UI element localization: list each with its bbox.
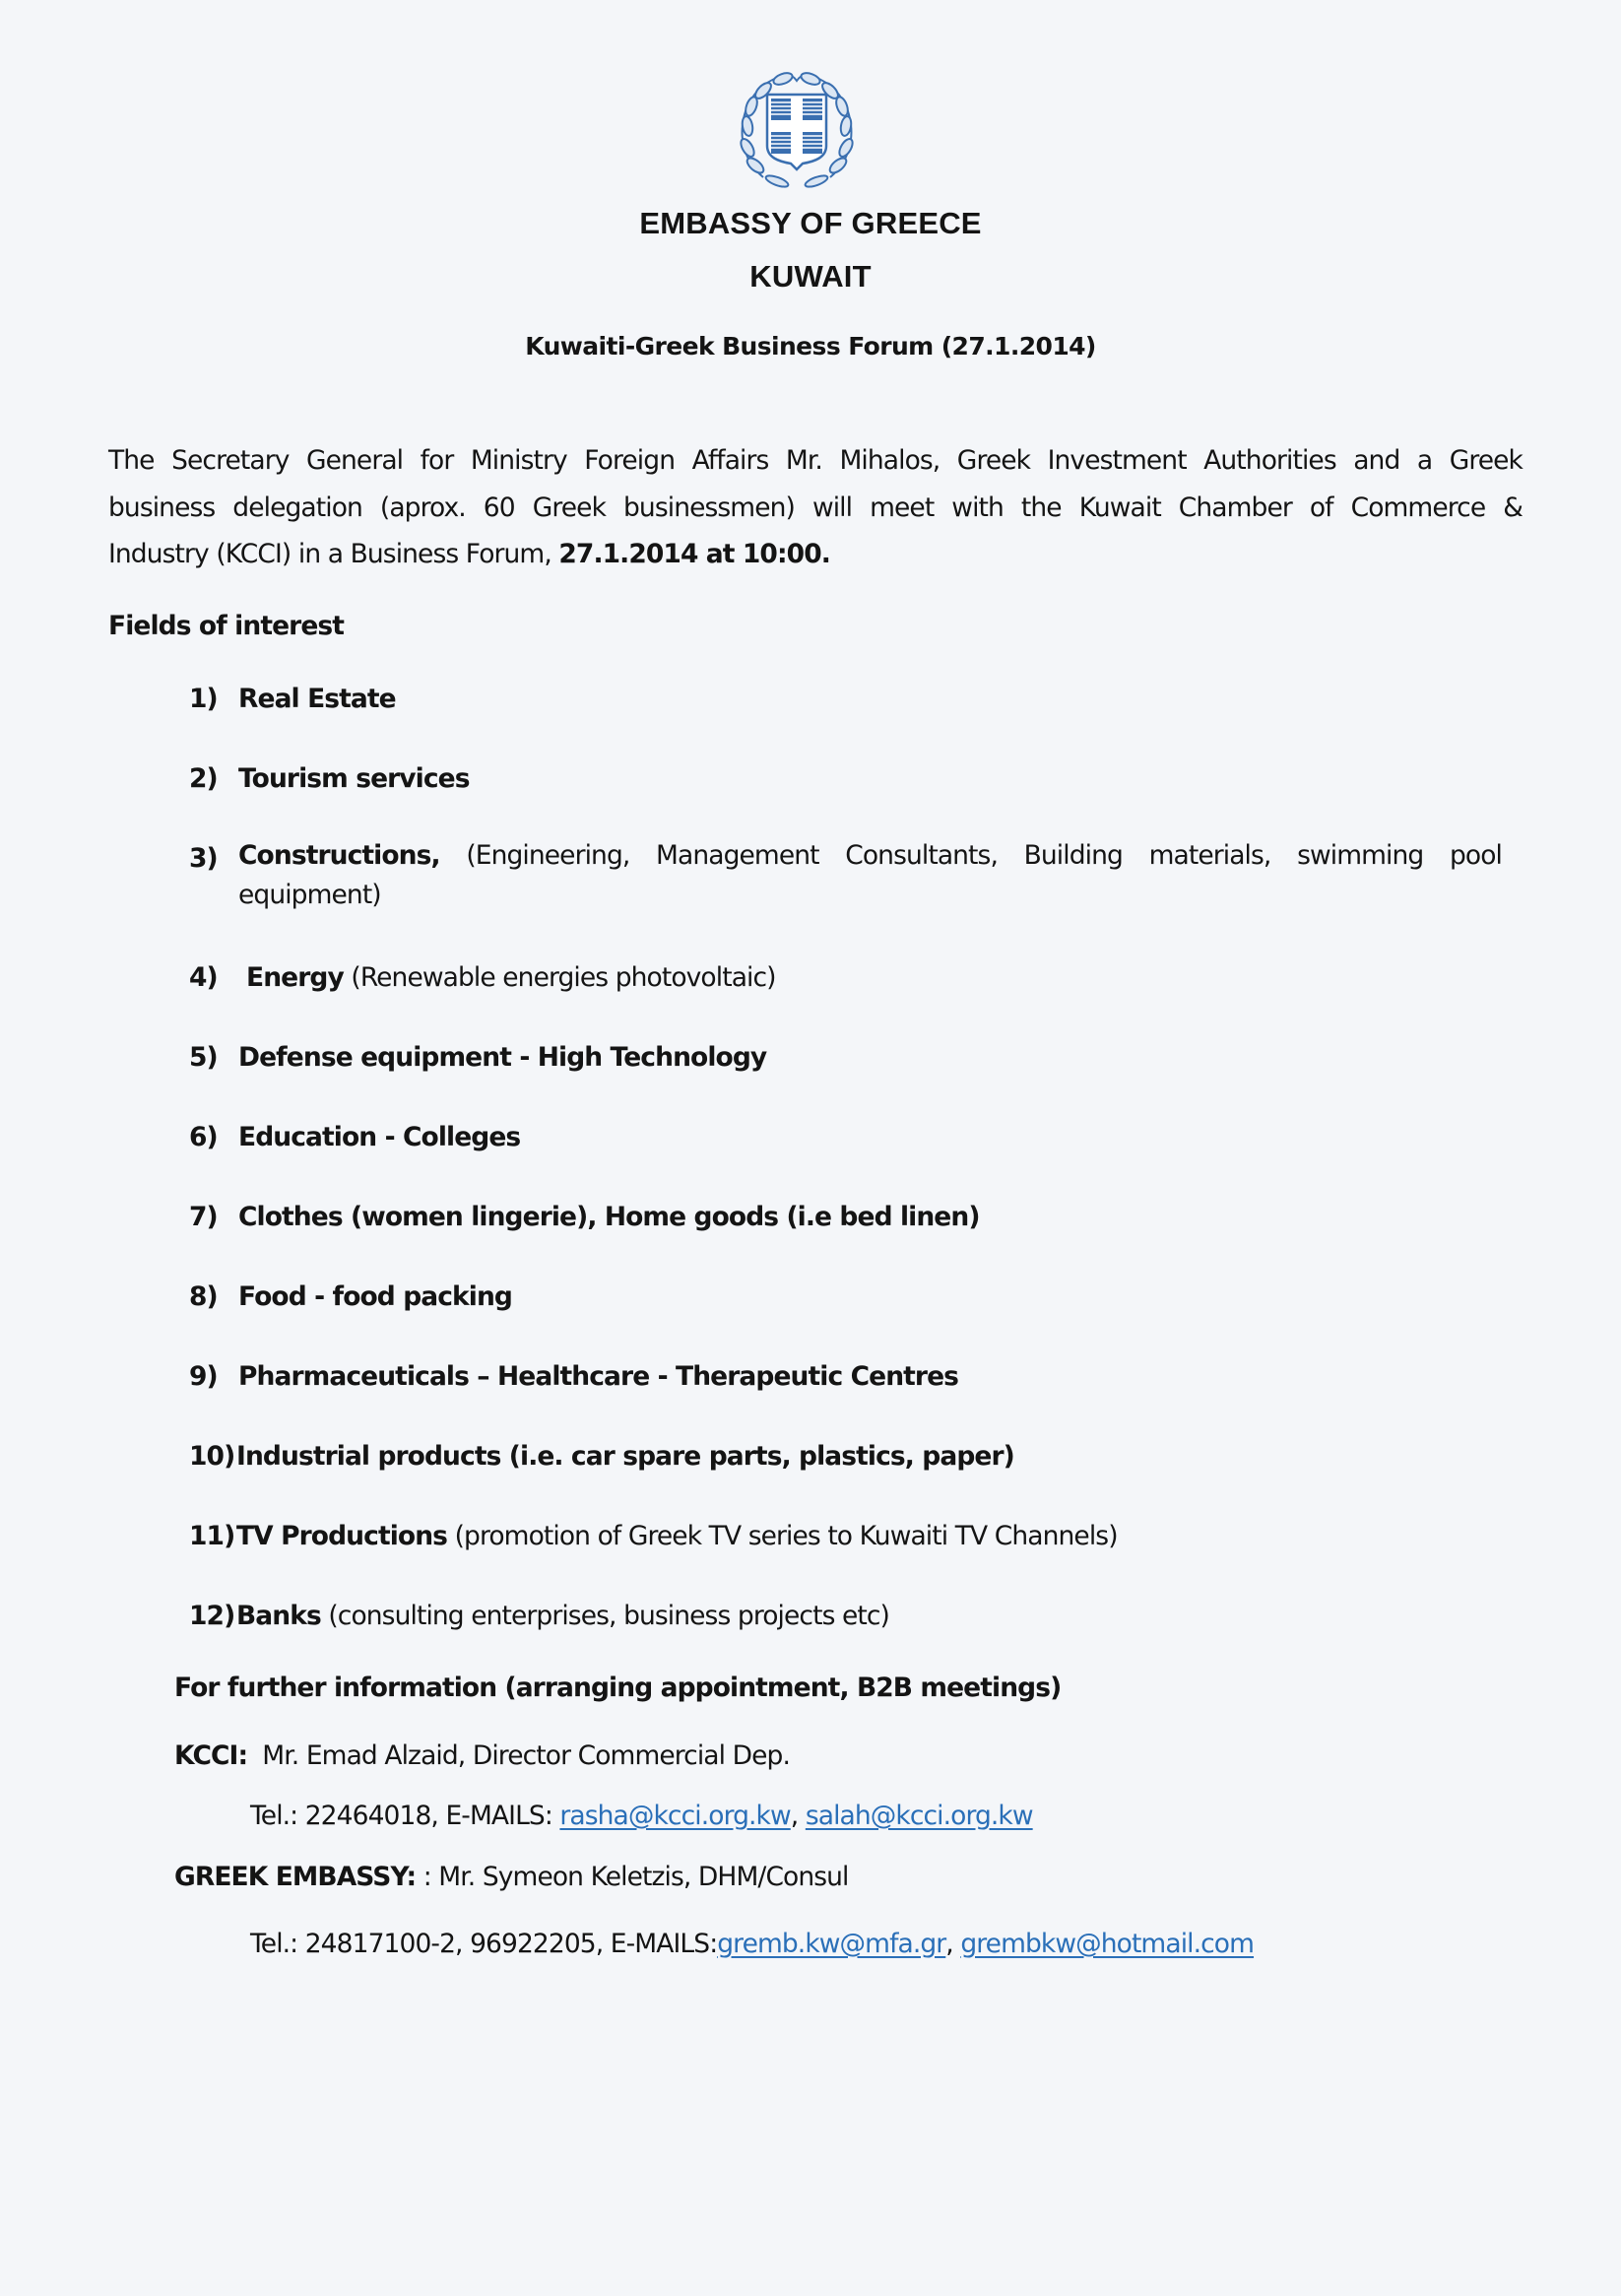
kcci-tel-line [250, 1801, 1033, 1831]
kcci-contact [174, 1740, 790, 1771]
item-detail: (Engineering, Management Consultants, Building materials, swimming pool equipment) [238, 840, 1502, 910]
item-title: Food - food packing [238, 1281, 512, 1312]
embassy-tel: Tel.: 24817100-2, 96922205, E-MAILS: [250, 1929, 718, 1959]
item-number: 9) [189, 1361, 218, 1392]
greek-coat-of-arms-icon [734, 67, 860, 193]
kcci-tel: Tel.: 22464018, E-MAILS: [250, 1801, 560, 1831]
item-detail: (Renewable energies photovoltaic) [343, 962, 776, 993]
item-number: 2) [189, 763, 218, 794]
item-number: 8) [189, 1281, 218, 1312]
forum-subtitle: Kuwaiti-Greek Business Forum (27.1.2014) [525, 332, 1096, 361]
item-detail: (consulting enterprises, business projects etc) [320, 1601, 890, 1631]
item-number: 7) [189, 1202, 218, 1232]
item-number: 5) [189, 1042, 218, 1073]
embassy-tel-line [250, 1929, 1254, 1959]
intro-line-3-text: Industry (KCCI) in a Business Forum, [108, 539, 559, 569]
item-title: Clothes (women lingerie), Home goods (i.e bed linen) [238, 1202, 980, 1232]
item-title: Real Estate [238, 684, 396, 714]
item-text [238, 836, 1502, 915]
kcci-label: KCCI: [174, 1740, 248, 1771]
item-title: Education - Colleges [238, 1122, 521, 1152]
item-title: Defense equipment - High Technology [238, 1042, 767, 1073]
item-number: 11) [189, 1521, 235, 1551]
intro-paragraph [108, 437, 1523, 578]
kcci-person: Mr. Emad Alzaid, Director Commercial Dep. [247, 1740, 790, 1771]
embassy-person: : Mr. Symeon Keletzis, DHM/Consul [416, 1862, 849, 1892]
contacts-heading: For further information (arranging appointment, B2B meetings) [174, 1673, 1062, 1703]
item-number: 4) [189, 962, 218, 993]
kcci-email-link-2[interactable]: salah@kcci.org.kw [805, 1801, 1033, 1831]
item-number: 6) [189, 1122, 218, 1152]
kcci-email-separator: , [790, 1801, 806, 1831]
item-number: 10) [189, 1441, 235, 1472]
item-title: TV Productions [236, 1521, 448, 1551]
kcci-email-link-1[interactable]: rasha@kcci.org.kw [559, 1801, 791, 1831]
intro-line-2: business delegation (aprox. 60 Greek businessmen) will meet with the Kuwait Chamber of Commerce & [108, 492, 1523, 523]
embassy-contact [174, 1862, 849, 1892]
location-title: KUWAIT [749, 259, 872, 294]
intro-line-3 [108, 531, 1523, 578]
fields-heading: Fields of interest [108, 611, 345, 641]
item-title: Banks [236, 1601, 321, 1631]
embassy-title: EMBASSY OF GREECE [639, 206, 982, 240]
item-number: 12) [189, 1601, 235, 1631]
embassy-email-separator: , [945, 1929, 961, 1959]
embassy-email-link-1[interactable]: gremb.kw@mfa.gr [717, 1929, 946, 1959]
intro-line-1: The Secretary General for Ministry Foreign Affairs Mr. Mihalos, Greek Investment Authorities and a Greek [108, 445, 1523, 476]
item-title: Constructions, [238, 840, 440, 871]
item-title: Tourism services [238, 763, 470, 794]
item-title: Industrial products (i.e. car spare parts, plastics, paper) [236, 1441, 1014, 1472]
item-title: Energy [246, 962, 344, 993]
embassy-email-link-2[interactable]: grembkw@hotmail.com [960, 1929, 1255, 1959]
forum-datetime: 27.1.2014 at 10:00. [558, 539, 830, 569]
embassy-label: GREEK EMBASSY: [174, 1862, 417, 1892]
item-text [236, 1521, 1118, 1551]
item-text [246, 962, 776, 993]
item-number: 3) [189, 843, 218, 874]
item-number: 1) [189, 684, 218, 714]
item-title: Pharmaceuticals – Healthcare - Therapeutic Centres [238, 1361, 959, 1392]
item-text [236, 1601, 889, 1631]
item-detail: (promotion of Greek TV series to Kuwaiti TV Channels) [447, 1521, 1118, 1551]
